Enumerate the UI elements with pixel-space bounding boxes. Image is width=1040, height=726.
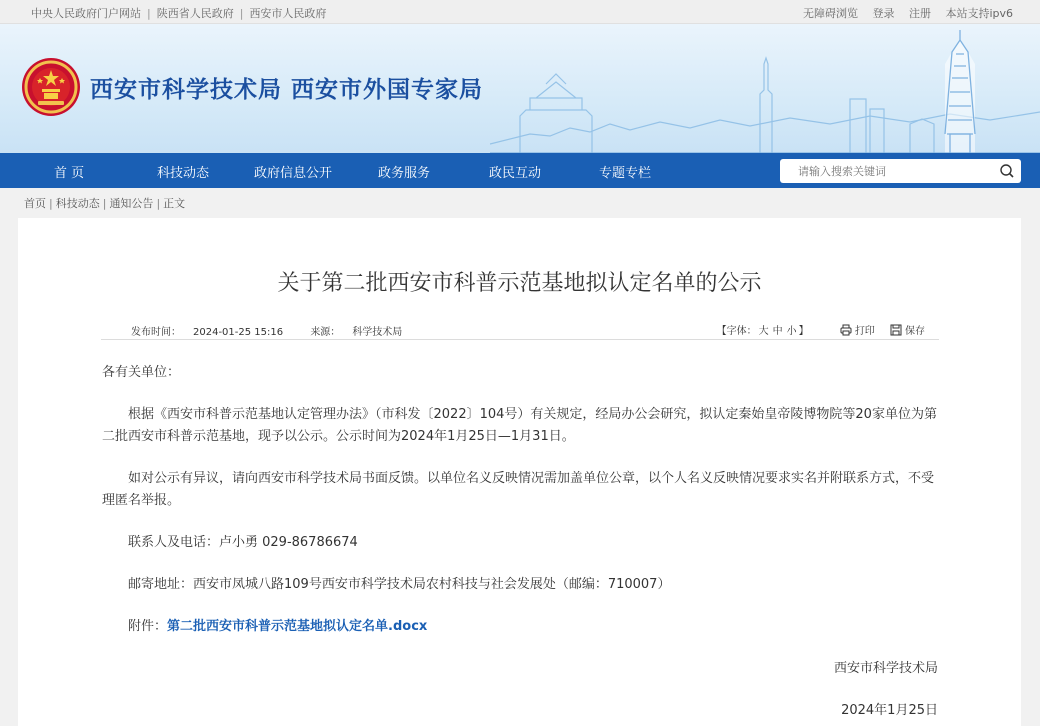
salutation: 各有关单位： xyxy=(102,365,181,380)
search-box xyxy=(780,159,1021,183)
breadcrumb-home[interactable]: 首页 xyxy=(24,197,46,210)
site-banner xyxy=(0,24,1040,153)
nav-topics[interactable]: 专题专栏 xyxy=(599,166,652,181)
divider: | xyxy=(147,7,151,20)
source-label: 来源： xyxy=(310,327,341,338)
article-tools xyxy=(717,322,925,337)
top-link-xian-gov[interactable]: 西安市人民政府 xyxy=(249,7,327,20)
article-panel xyxy=(18,218,1021,726)
article-meta-bar xyxy=(101,318,939,340)
accessibility-link[interactable]: 无障碍浏览 xyxy=(802,7,858,20)
ipv6-label: 本站支持ipv6 xyxy=(945,7,1013,20)
font-size-label: 【字体： xyxy=(716,326,757,337)
attachment-line xyxy=(102,616,940,638)
national-emblem-icon xyxy=(20,56,82,118)
top-utility-links xyxy=(792,5,1013,21)
source-value: 科学技术局 xyxy=(352,327,403,338)
nav-interaction[interactable]: 政民互动 xyxy=(489,166,542,181)
publish-time-label: 发布时间： xyxy=(131,327,181,338)
main-nav xyxy=(0,153,1040,188)
breadcrumb-separator: | xyxy=(49,197,53,210)
publish-time-value: 2024-01-25 15:16 xyxy=(193,327,284,338)
font-size-medium[interactable]: 中 xyxy=(772,326,783,337)
top-bar xyxy=(0,0,1040,24)
address-line: 邮寄地址：西安市凤城八路109号西安市科学技术局农村科技与社会发展处（邮编：710007） xyxy=(128,577,671,592)
top-links xyxy=(31,5,326,21)
breadcrumb xyxy=(24,195,185,211)
attachment-link[interactable]: 第二批西安市科普示范基地拟认定名单.docx xyxy=(167,619,428,634)
font-size-close-bracket: 】 xyxy=(798,326,809,337)
document-date: 2024年1月25日 xyxy=(841,703,938,718)
breadcrumb-separator: | xyxy=(156,197,161,210)
font-size-switcher xyxy=(717,326,809,337)
divider: | xyxy=(239,7,244,20)
paragraph-2: 如对公示有异议，请向西安市科学技术局书面反馈。以单位名义反映情况需加盖单位公章，以个人名义反映情况要求实名并附联系方式，不受理匿名举报。 xyxy=(102,471,935,508)
breadcrumb-separator: | xyxy=(102,197,107,210)
print-icon xyxy=(840,324,852,336)
top-link-shaanxi-gov[interactable]: 陕西省人民政府 xyxy=(156,7,234,20)
login-link[interactable]: 登录 xyxy=(872,7,895,20)
signature: 西安市科学技术局 xyxy=(833,661,938,676)
register-link[interactable]: 注册 xyxy=(908,7,931,20)
print-label: 打印 xyxy=(854,326,875,337)
print-button[interactable] xyxy=(840,326,875,337)
article-meta-info xyxy=(131,323,426,338)
paragraph-1: 根据《西安市科普示范基地认定管理办法》（市科发〔2022〕104号）有关规定，经局办公会研究，拟认定秦始皇帝陵博物院等20家单位为第二批西安市科普示范基地，现予以公示。公示时间为2024年1月25日—1月31日。 xyxy=(102,407,937,444)
top-link-central-gov[interactable]: 中央人民政府门户网站 xyxy=(31,7,141,20)
save-button[interactable] xyxy=(890,326,925,337)
font-size-small[interactable]: 小 xyxy=(786,326,797,337)
nav-tech-news[interactable]: 科技动态 xyxy=(157,166,210,181)
article-title: 关于第二批西安市科普示范基地拟认定名单的公示 xyxy=(277,271,762,296)
font-size-large[interactable]: 大 xyxy=(758,326,769,337)
save-icon xyxy=(890,324,902,336)
search-input[interactable] xyxy=(798,163,988,179)
site-title[interactable]: 西安市科学技术局 西安市外国专家局 xyxy=(90,77,484,103)
breadcrumb-tech-news[interactable]: 科技动态 xyxy=(55,197,100,210)
breadcrumb-notices[interactable]: 通知公告 xyxy=(109,197,154,210)
breadcrumb-current: 正文 xyxy=(163,197,186,210)
search-icon[interactable] xyxy=(999,163,1015,179)
nav-home[interactable]: 首 页 xyxy=(54,166,85,181)
save-label: 保存 xyxy=(905,326,925,337)
nav-services[interactable]: 政务服务 xyxy=(378,166,431,181)
publish-time xyxy=(131,327,295,338)
nav-gov-info[interactable]: 政府信息公开 xyxy=(254,166,333,181)
contact-line: 联系人及电话：卢小勇 029-86786674 xyxy=(128,535,358,550)
city-skyline-illustration xyxy=(490,24,1040,153)
article-source xyxy=(310,327,414,338)
attachment-label: 附件： xyxy=(128,619,168,634)
